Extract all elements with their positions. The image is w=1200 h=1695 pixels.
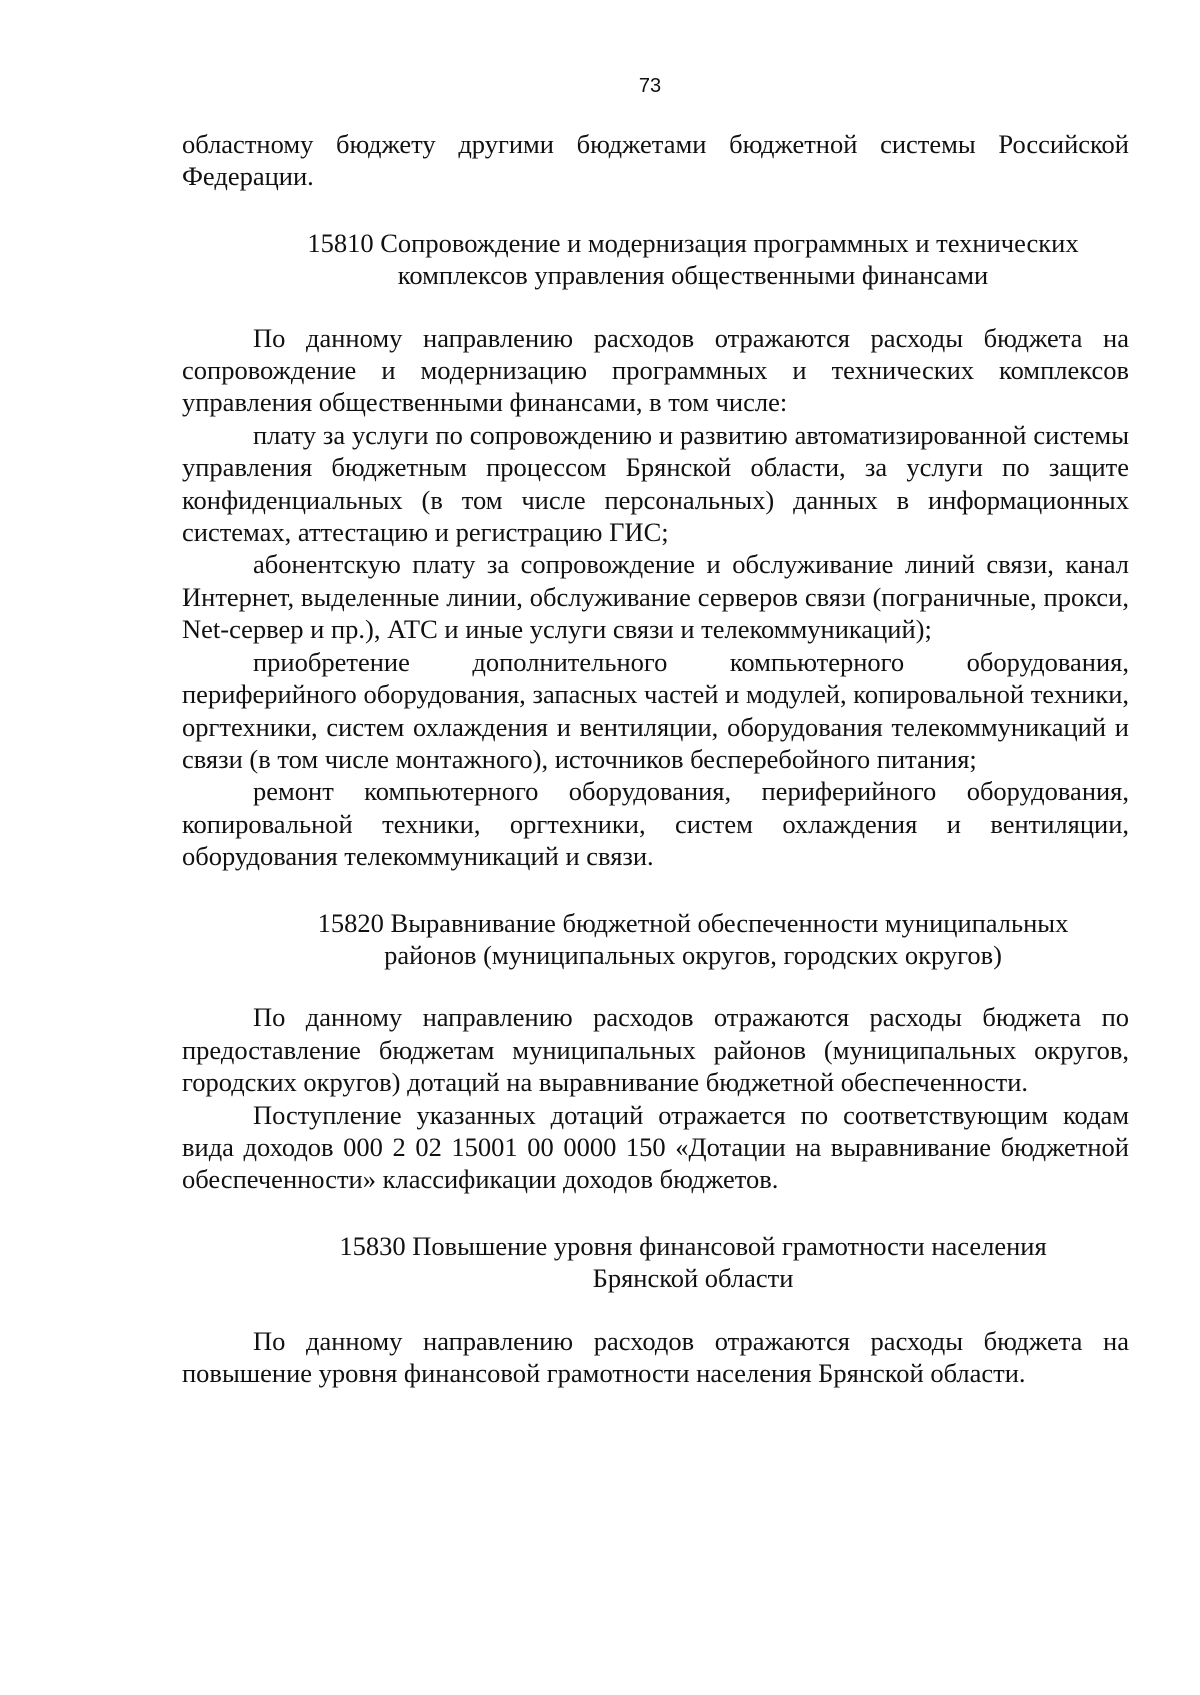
paragraph: абонентскую плату за сопровождение и обслуживание линий связи, канал Интернет, выделенные линии, обслуживание серверов связи (пограничные, прокси, Net-сервер и пр.), АТС и иные услуги связи и телекоммуникаций); [182,549,1129,645]
section-15820 [182,907,1129,1196]
paragraph: Поступление указанных дотаций отражается по соответствующим кодам вида доходов 000 2 02 15001 00 0000 150 «Дотации на выравнивание бюджетной обеспеченности» классификации доходов бюджетов. [182,1099,1129,1195]
section-15810 [182,227,1129,873]
paragraph: По данному направлению расходов отражаются расходы бюджета на сопровождение и модернизацию программных и технических комплексов управления общественными финансами, в том числе: [182,322,1129,418]
section-heading-line: 15820 Выравнивание бюджетной обеспеченности муниципальных [317,907,1069,938]
paragraph: приобретение дополнительного компьютерного оборудования, периферийного оборудования, запасных частей и модулей, копировальной техники, оргтехники, систем охлаждения и вентиляции, оборудования телекоммуникаций и связи (в том числе монтажного), источников бесперебойного питания; [182,646,1129,774]
section-heading-line: комплексов управления общественными финансами [397,260,989,291]
paragraph: По данному направлению расходов отражаются расходы бюджета по предоставление бюджетам муниципальных районов (муниципальных округов, городских округов) дотаций на выравнивание бюджетной обеспеченности. [182,1002,1129,1098]
section-heading-line: 15810 Сопровождение и модернизация программных и технических [307,227,1079,258]
paragraph: По данному направлению расходов отражаются расходы бюджета на повышение уровня финансовой грамотности населения Брянской области. [182,1325,1129,1388]
section-heading-line: районов (муниципальных округов, городских округов) [384,939,1002,970]
section-heading-line: Брянской области [592,1263,794,1294]
document-body [182,128,1129,1389]
page-number: 73 [638,75,662,97]
intro-paragraph: областному бюджету другими бюджетами бюджетной системы Российской Федерации. [182,129,1129,192]
paragraph: ремонт компьютерного оборудования, периферийного оборудования, копировальной техники, оргтехники, систем охлаждения и вентиляции, оборудования телекоммуникаций и связи. [182,776,1129,872]
section-heading [182,227,1129,292]
paragraph: плату за услуги по сопровождению и развитию автоматизированной системы управления бюджетным процессом Брянской области, за услуги по защите конфиденциальных (в том числе персональных) данных в информационных системах, аттестацию и регистрацию ГИС; [182,419,1129,548]
section-heading-line: 15830 Повышение уровня финансовой грамотности населения [339,1230,1047,1261]
section-heading [182,1230,1129,1295]
section-15830 [182,1230,1129,1390]
section-heading [182,907,1129,972]
